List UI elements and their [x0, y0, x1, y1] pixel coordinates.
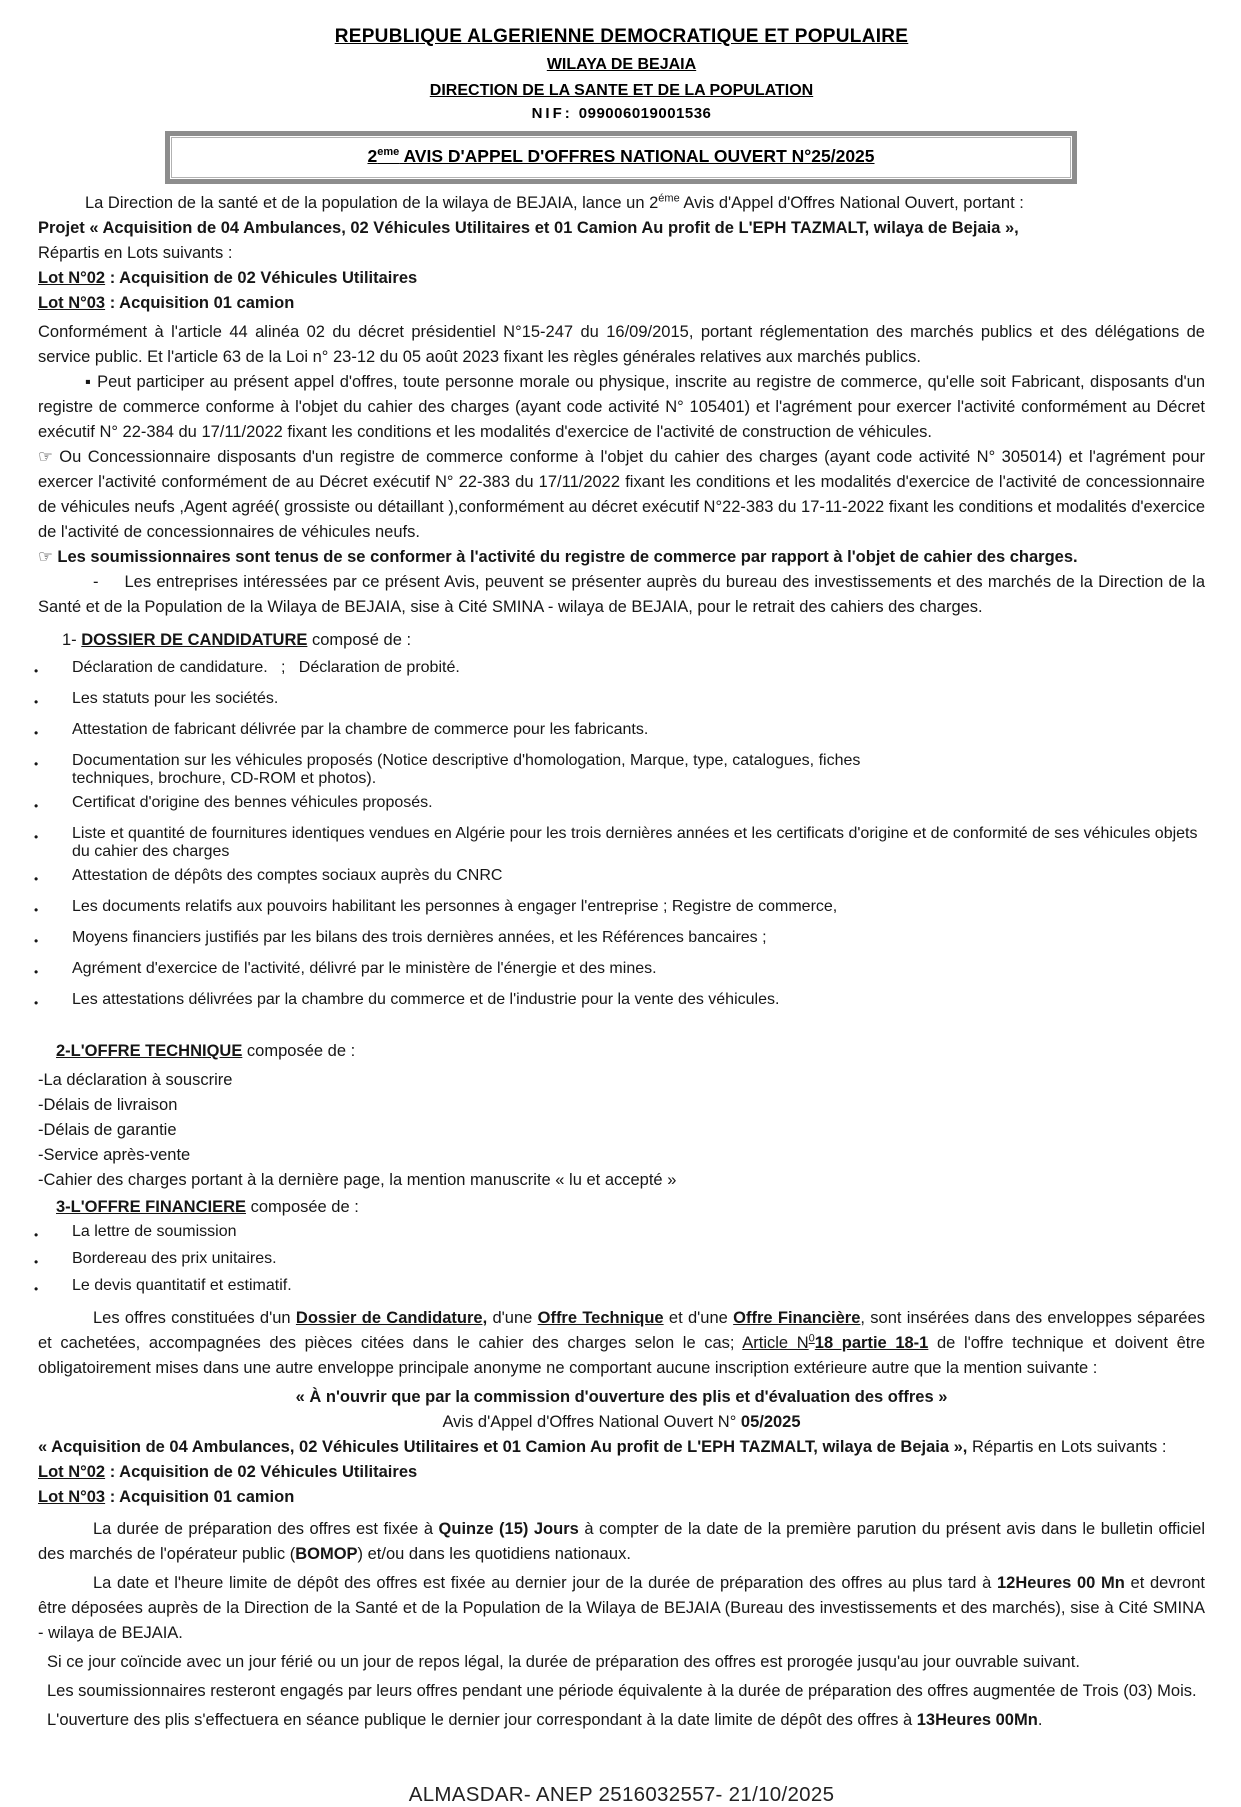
depot-paragraph: La date et l'heure limite de dépôt des offres est fixée au dernier jour de la durée de préparation des offres au plus tard à 12Heures 00 Mn et devront être déposées auprès de la Direction de la Santé et de la Population de la Wilaya de BEJAIA (Bureau des investissements et des marchés), sise à Cité SMINA - wilaya de BEJAIA. — [38, 1574, 1205, 1642]
financiere-item: • La lettre de soumission — [30, 1223, 1205, 1248]
lot3-line: Lot N°03 : Acquisition 01 camion — [38, 294, 295, 312]
bullet-icon: • — [34, 1255, 39, 1269]
candidature-item: • Les documents relatifs aux pouvoirs habilitant les personnes à engager l'entreprise ; Registre de commerce, — [30, 898, 1205, 923]
bullet-icon: • — [34, 872, 39, 886]
superscript-eme: éme — [658, 192, 680, 205]
technique-item: -La déclaration à souscrire — [38, 1071, 233, 1089]
lot2-label: Lot N°02 — [38, 1463, 106, 1481]
conformer-paragraph: ☞ Les soumissionnaires sont tenus de se conformer à l'activité du registre de commerce par rapport à l'objet de cahier des charges. — [38, 548, 1078, 566]
lot3-line-2: Lot N°03 : Acquisition 01 camion — [38, 1488, 295, 1506]
hand-icon: ☞ — [38, 448, 53, 466]
lot2-line-2: Lot N°02 : Acquisition de 02 Véhicules Utilitaires — [38, 1463, 418, 1481]
candidature-item: • Attestation de dépôts des comptes sociaux auprès du CNRC — [30, 867, 1205, 892]
wilaya-title: WILAYA DE BEJAIA — [546, 56, 697, 73]
fabricant-paragraph: ▪ Peut participer au présent appel d'offres, toute personne morale ou physique, inscrite au registre de commerce, qu'elle soit Fabricant, disposants d'un registre de commerce conforme à l'objet du cahier des charges (ayant code activité N° 105401) et l'agrément pour exercer l'activité conformément au Décret exécutif N° 22-384 du 17/11/2022 fixant les conditions et les modalités d'exercice de l'activité de construction de véhicules. — [38, 373, 1205, 441]
bullet-icon: • — [34, 996, 39, 1010]
candidature-list — [30, 659, 1205, 1016]
document-header — [38, 26, 1205, 122]
ferie-paragraph: Si ce jour coïncide avec un jour férié ou un jour de repos légal, la durée de préparation des offres est prorogée jusqu'au jour ouvrable suivant. — [47, 1653, 1080, 1671]
candidature-item: • Déclaration de candidature. ; Déclaration de probité. — [30, 659, 1205, 684]
acquisition-paragraph: « Acquisition de 04 Ambulances, 02 Véhicules Utilitaires et 01 Camion Au profit de L'EPH TAZMALT, wilaya de Bejaia », Répartis en Lots suivants : — [38, 1438, 1167, 1456]
concessionnaire-paragraph: ☞ Ou Concessionnaire disposants d'un registre de commerce conforme à l'objet du cahier des charges (ayant code activité N° 305014) et l'agrément pour exercer l'activité conformément de au Décret exécutif N° 22-383 du 17/11/2022 fixant les conditions et les modalités d'exercice de l'activité de concessionnaire de véhicules neufs ,Agent agréé( grossiste ou détaillant ),conformément au décret exécutif N°22-383 du 17-11-2022 fixant les conditions et modalités d'exercice de l'activité de concessionnaires de véhicules neufs. — [38, 448, 1205, 541]
retrait-paragraph: - Les entreprises intéressées par ce présent Avis, peuvent se présenter auprès du bureau des investissements et des marchés de la Direction de la Santé et de la Population de la Wilaya de BEJAIA, sise à Cité SMINA - wilaya de BEJAIA, pour le retrait des cahiers des charges. — [38, 573, 1205, 616]
bullet-icon: • — [34, 664, 39, 678]
ouverture-paragraph: L'ouverture des plis s'effectuera en séance publique le dernier jour correspondant à la date limite de dépôt des offres à 13Heures 00Mn. — [47, 1711, 1043, 1729]
bullet-icon: • — [34, 1228, 39, 1242]
bullet-icon: • — [34, 695, 39, 709]
duree-paragraph: La durée de préparation des offres est fixée à Quinze (15) Jours à compter de la date de la première parution du présent avis dans le bulletin officiel des marchés de l'opérateur public (BOMOP) et/ou dans les quotidiens nationaux. — [38, 1520, 1205, 1563]
lot3-label: Lot N°03 — [38, 1488, 106, 1506]
lot3-label: Lot N°03 — [38, 294, 106, 312]
bullet-icon: • — [34, 830, 39, 844]
candidature-item: • Les statuts pour les sociétés. — [30, 690, 1205, 715]
repartis-line: Répartis en Lots suivants : — [38, 244, 233, 262]
candidature-item: • Certificat d'origine des bennes véhicules proposés. — [30, 794, 1205, 819]
candidature-item: • Les attestations délivrées par la chambre du commerce et de l'industrie pour la vente des véhicules. — [30, 991, 1205, 1016]
candidature-item: • Documentation sur les véhicules proposés (Notice descriptive d'homologation, Marque, type, catalogues, fiches techniques, brochure, CD-ROM et photos). — [30, 752, 1205, 788]
nif-line — [38, 105, 1205, 122]
lot2-line: Lot N°02 : Acquisition de 02 Véhicules Utilitaires — [38, 269, 418, 287]
candidature-item: • Agrément d'exercice de l'activité, délivré par le ministère de l'énergie et des mines. — [30, 960, 1205, 985]
technique-item: -Délais de garantie — [38, 1121, 177, 1139]
anep-footer: ALMASDAR- ANEP 2516032557- 21/10/2025 — [408, 1783, 835, 1806]
lot2-label: Lot N°02 — [38, 269, 106, 287]
bullet-icon: • — [34, 757, 39, 771]
conformement-paragraph: Conformément à l'article 44 alinéa 02 du décret présidentiel N°15-247 du 16/09/2015, portant réglementation des marchés publics et des délégations de service public. Et l'article 63 de la Loi n° 23-12 du 05 août 2023 fixant les règles générales relatives aux marchés publics. — [38, 323, 1205, 366]
bullet-icon: • — [34, 726, 39, 740]
nif-label: NIF: — [531, 105, 573, 122]
nif-value: 099006019001536 — [578, 105, 712, 122]
hand-icon: ☞ — [38, 548, 53, 566]
project-line: Projet « Acquisition de 04 Ambulances, 02 Véhicules Utilitaires et 01 Camion Au profit de L'EPH TAZMALT, wilaya de Bejaia », — [38, 219, 1019, 237]
candidature-heading: 1- DOSSIER DE CANDIDATURE composé de : — [62, 631, 412, 649]
bullet-icon: • — [34, 799, 39, 813]
offres-paragraph: Les offres constituées d'un Dossier de Candidature, d'une Offre Technique et d'une Offre Financière, sont insérées dans des enveloppes séparées et cachetées, accompagnées des pièces citées dans le cahier des charges selon le cas; Article $N^018$ partie 18-1 de l'offre technique et doivent être obligatoirement mises dans une autre enveloppe principale anonyme ne comportant aucune inscription extérieure autre que la mention suivante : — [38, 1309, 1206, 1377]
avis-number-line: Avis d'Appel d'Offres National Ouvert N° 05/2025 — [442, 1413, 801, 1431]
financiere-list — [30, 1223, 1205, 1302]
bullet-icon: • — [34, 965, 39, 979]
mention-line: « À n'ouvrir que par la commission d'ouverture des plis et d'évaluation des offres » — [295, 1388, 948, 1406]
intro-paragraph: La Direction de la santé et de la population de la wilaya de BEJAIA, lance un $2^{éme}$ Avis d'Appel d'Offres National Ouvert, portant : — [85, 192, 1024, 212]
square-bullet-icon: ▪ — [85, 373, 92, 391]
technique-heading: 2-L'OFFRE TECHNIQUE composée de : — [56, 1042, 356, 1060]
technique-item: -Cahier des charges portant à la dernière page, la mention manuscrite « lu et accepté » — [38, 1171, 677, 1189]
dash-icon: - — [93, 573, 99, 591]
notice-title: 2eme AVIS D'APPEL D'OFFRES NATIONAL OUVERT N°25/2025 — [367, 146, 875, 166]
financiere-item: • Bordereau des prix unitaires. — [30, 1250, 1205, 1275]
technique-item: -Délais de livraison — [38, 1096, 178, 1114]
financiere-heading: 3-L'OFFRE FINANCIERE composée de : — [56, 1198, 359, 1216]
bullet-icon: • — [34, 1282, 39, 1296]
republic-title: REPUBLIQUE ALGERIENNE DEMOCRATIQUE ET POPULAIRE — [334, 26, 909, 47]
financiere-item: • Le devis quantitatif et estimatif. — [30, 1277, 1205, 1302]
candidature-item: • Moyens financiers justifiés par les bilans des trois dernières années, et les Références bancaires ; — [30, 929, 1205, 954]
technique-item: -Service après-vente — [38, 1146, 191, 1164]
bullet-icon: • — [34, 934, 39, 948]
candidature-item: • Attestation de fabricant délivrée par la chambre de commerce pour les fabricants. — [30, 721, 1205, 746]
notice-title-box — [165, 131, 1077, 184]
direction-title: DIRECTION DE LA SANTE ET DE LA POPULATION — [429, 82, 814, 99]
engagement-paragraph: Les soumissionnaires resteront engagés par leurs offres pendant une période équivalente à la durée de préparation des offres augmentée de Trois (03) Mois. — [47, 1682, 1197, 1700]
candidature-item: • Liste et quantité de fournitures identiques vendues en Algérie pour les trois dernières années et les certificats d'origine et de conformité de ses véhicules objets du cahier des charges — [30, 825, 1205, 861]
bullet-icon: • — [34, 903, 39, 917]
